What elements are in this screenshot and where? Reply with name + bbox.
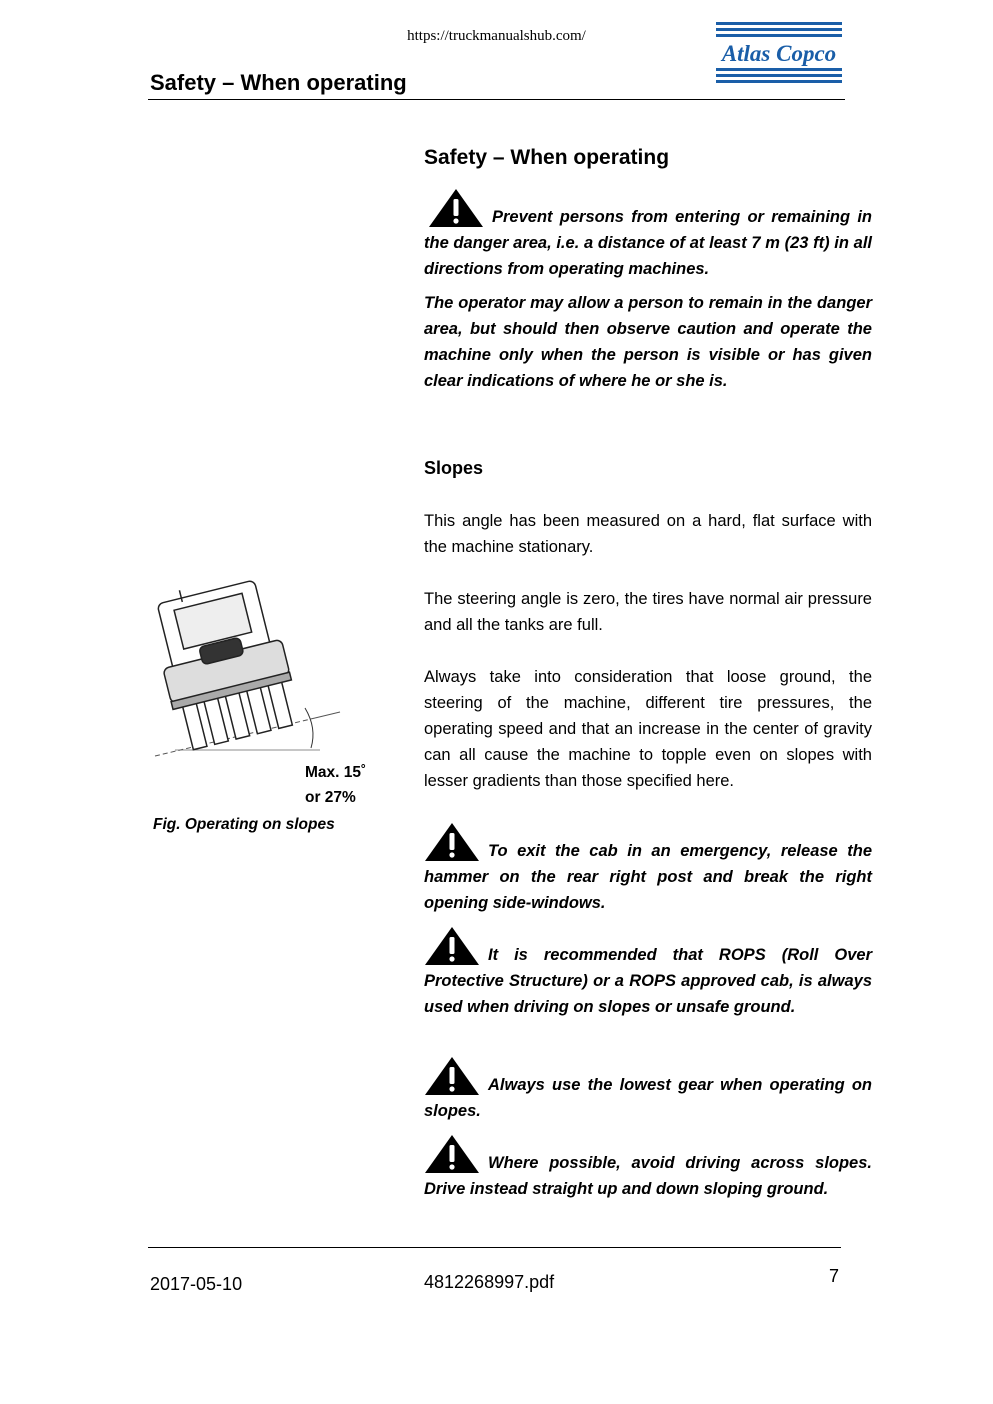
slopes-paragraph-1: This angle has been measured on a hard, flat surface with the machine stationary. — [424, 512, 872, 556]
footer-date: 2017-05-10 — [150, 1274, 243, 1294]
warning1-paragraph2: The operator may allow a person to remain in the danger area, but should then observe caution and operate the machine only when the person is visible or has given clear indications of where he or she is. — [424, 294, 872, 390]
header-divider — [148, 99, 845, 100]
warning2-text: To exit the cab in an emergency, release the hammer on the rear right post and break the right opening side-windows. — [424, 842, 872, 912]
svg-text:Atlas Copco: Atlas Copco — [721, 41, 837, 66]
warning-icon — [424, 1056, 480, 1096]
figure-percent-label: or 27% — [305, 789, 356, 806]
warning-icon — [424, 822, 480, 862]
slopes-paragraph-3: Always take into consideration that loose ground, the steering of the machine, different tire pressures, the operating speed and that an increase in the center of gravity can all cause the machine to topple even on slopes with lesser gradients than those specified here. — [424, 668, 872, 790]
warning1-line1: Prevent persons from entering or remaining — [492, 208, 851, 226]
slopes-heading: Slopes — [424, 458, 484, 478]
atlas-copco-logo — [716, 22, 842, 85]
page-header-title: Safety – When operating — [150, 70, 407, 95]
section-title: Safety – When operating — [424, 146, 670, 169]
warning-across-slopes — [424, 1134, 872, 1202]
warning4-text: Always use the lowest gear when operating on slopes. — [424, 1076, 872, 1120]
warning-rops — [424, 926, 872, 1020]
source-url[interactable]: https://truckmanualshub.com/ — [407, 28, 586, 44]
footer-divider — [148, 1247, 841, 1248]
warning3-text: It is recommended that ROPS (Roll Over Protective Structure) or a ROPS approved cab, is always used when driving on slopes or unsafe ground. — [424, 946, 872, 1016]
warning-danger-area — [424, 188, 872, 282]
warning-icon — [424, 926, 480, 966]
figure-max-angle-label: Max. 15˚ — [305, 764, 367, 781]
warning-lowest-gear — [424, 1056, 872, 1124]
warning-icon — [428, 188, 484, 228]
warning5-text: Where possible, avoid driving across slopes. Drive instead straight up and down sloping ground. — [424, 1154, 872, 1198]
footer-page-number: 7 — [829, 1266, 840, 1286]
slopes-paragraph-2: The steering angle is zero, the tires have normal air pressure and all the tanks are full. — [424, 590, 872, 634]
slope-machine-illustration — [145, 568, 385, 768]
footer-filename: 4812268997.pdf — [424, 1272, 555, 1292]
warning1-rest: in the danger area, i.e. a distance of at least 7 m (23 ft) in all directions from operating machines. — [424, 208, 872, 278]
warning-icon — [424, 1134, 480, 1174]
figure-caption: Fig. Operating on slopes — [153, 816, 335, 833]
warning-emergency-exit — [424, 822, 872, 916]
